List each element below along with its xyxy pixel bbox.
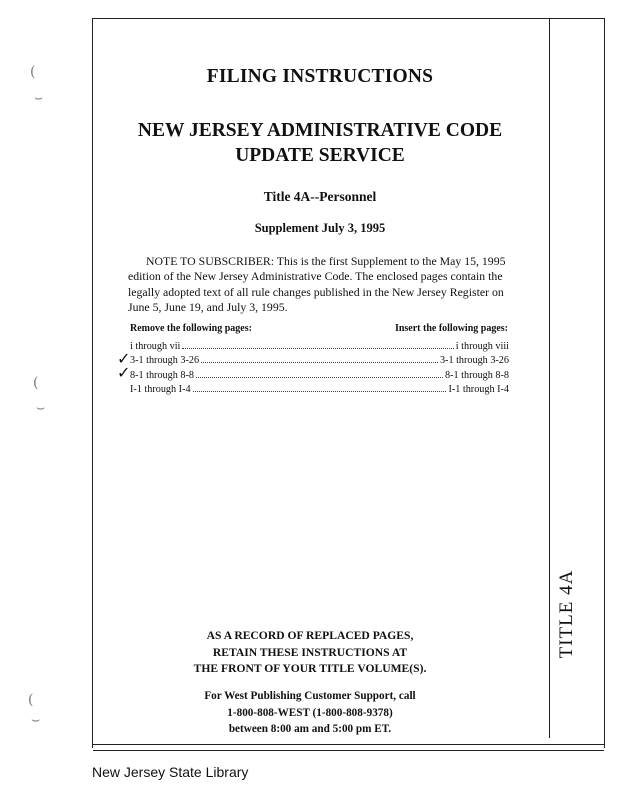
- title-name: Title 4A--Personnel: [263, 189, 377, 204]
- handwritten-check-icon: ✓: [117, 349, 131, 368]
- support-line: between 8:00 am and 5:00 pm ET.: [228, 723, 392, 735]
- page-replacement-table: [130, 337, 509, 395]
- insert-pages-header: Insert the following pages:: [394, 323, 508, 334]
- frame-bottom-rule-2: [93, 750, 604, 751]
- record-line: THE FRONT OF YOUR TITLE VOLUME(S).: [193, 662, 427, 675]
- insert-cell: I-1 through I-4: [448, 384, 509, 395]
- table-row: [130, 337, 509, 352]
- note-line: NOTE TO SUBSCRIBER: This is the first Supplement to the May 15, 1995: [146, 254, 506, 268]
- dot-leader: [182, 348, 453, 349]
- tab-divider-line: [549, 18, 550, 738]
- customer-support-notice: [190, 688, 430, 738]
- table-row: [130, 366, 509, 381]
- record-notice: [190, 628, 430, 678]
- insert-cell: 8-1 through 8-8: [445, 369, 509, 381]
- dot-leader: [196, 377, 443, 378]
- supplement-date: Supplement July 3, 1995: [254, 221, 386, 235]
- document-title: FILING INSTRUCTIONS: [206, 66, 434, 87]
- support-line: 1-800-808-WEST (1-800-808-9378): [227, 706, 393, 719]
- frame-bottom-rule: [93, 744, 604, 745]
- library-stamp: New Jersey State Library: [92, 764, 249, 780]
- scan-mark-icon: (: [30, 64, 36, 80]
- remove-cell: 8-1 through 8-8: [130, 369, 194, 381]
- scan-mark-icon: ⌣: [31, 712, 41, 728]
- scan-mark-icon: (: [28, 692, 34, 708]
- table-row: [130, 381, 509, 396]
- frame-top-rule: [93, 18, 604, 19]
- handwritten-check-icon: ✓: [117, 363, 131, 382]
- note-to-subscriber: [128, 254, 508, 315]
- dot-leader: [193, 391, 447, 392]
- dot-leader: [201, 362, 438, 363]
- note-line: June 5, June 19, and July 3, 1995.: [128, 299, 288, 314]
- remove-pages-header: Remove the following pages:: [130, 323, 252, 334]
- record-line: RETAIN THESE INSTRUCTIONS AT: [212, 645, 408, 659]
- scan-mark-icon: (: [33, 375, 39, 391]
- insert-cell: i through viii: [455, 340, 509, 352]
- subtitle-line-2: UPDATE SERVICE: [235, 145, 405, 166]
- scan-mark-icon: ⌣: [36, 400, 46, 416]
- support-line: For West Publishing Customer Support, call: [204, 690, 416, 702]
- remove-cell: I-1 through I-4: [130, 384, 191, 395]
- subtitle-line-1: NEW JERSEY ADMINISTRATIVE CODE: [137, 120, 503, 141]
- remove-cell: 3-1 through 3-26: [130, 355, 200, 366]
- insert-cell: 3-1 through 3-26: [439, 355, 509, 366]
- record-line: AS A RECORD OF REPLACED PAGES,: [206, 629, 414, 642]
- document-subtitle: [100, 118, 540, 168]
- table-row: [130, 352, 509, 367]
- note-line: edition of the New Jersey Administrative Code. The enclosed pages contain the: [128, 269, 503, 284]
- remove-cell: i through vii: [130, 340, 181, 352]
- scan-mark-icon: ⌣: [34, 90, 44, 106]
- title-tab-label: TITLE 4A: [556, 569, 577, 659]
- note-line: legally adopted text of all rule changes published in the New Jersey Register on: [128, 284, 504, 299]
